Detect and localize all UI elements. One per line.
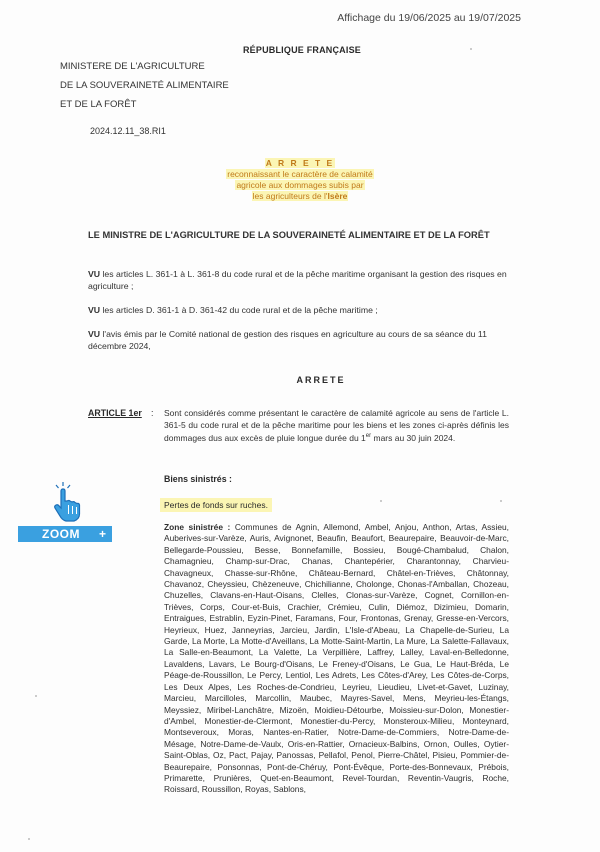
zoom-label: ZOOM [42,527,80,541]
republique-text: RÉPUBLIQUE FRANÇAISE [242,45,361,55]
article-1-text-after: mars au 30 juin 2024. [371,432,456,443]
vu-paragraph-1 [88,268,518,292]
republique-francaise-header [0,45,600,55]
vu-paragraph-3 [88,328,518,352]
article-1-separator: : [151,408,154,418]
vu-text-3: l'avis émis par le Comité national de gestion des risques en agriculture au cours de sa séance du 11 décembre 2024, [88,329,487,351]
zone-label: Zone sinistrée : [164,522,231,532]
arrete-header-line-3: les agriculteurs de l' [252,191,328,201]
arrete-header-line-2: agricole aux dommages subis par [236,180,364,190]
hand-pointer-icon[interactable] [50,481,86,525]
document-reference: 2024.12.11_38.RI1 [90,126,166,136]
article-1-label: ARTICLE 1er [88,408,142,418]
vu-text-2: les articles D. 361-1 à D. 361-42 du code rural et de la pêche maritime ; [100,305,378,315]
zoom-button[interactable] [18,526,112,542]
scan-speckle [470,48,472,50]
article-1-sup: er [365,433,372,439]
arrete-header-line-1: reconnaissant le caractère de calamité [227,169,373,179]
ministry-line-2: DE LA SOUVERAINETÉ ALIMENTAIRE [60,80,229,91]
vu-lead-2: VU [88,305,101,315]
scan-speckle [35,695,37,697]
ministry-line-1: MINISTERE DE L'AGRICULTURE [60,61,205,72]
ministry-line-3: ET DE LA FORÊT [60,99,137,110]
vu-paragraph-2 [88,304,518,316]
vu-lead-1: VU [88,269,101,279]
zone-communes: Communes de Agnin, Allemond, Ambel, Anjou, Anthon, Artas, Assieu, Auberives-sur-Varèze, Auris, Avignonet, Beaufin, Beaufort, Beaurepaire, Beauvoir-de-Marc, Bellegarde-Poussieu, Besse, Bonnefamille, Bossieu, Bougé-Chambalud, Chalon, Chamagnieu, Champ-sur-Drac, Chanas, Chantepérier, Charantonnay, Charvieu-Chavagneux, Chasse-sur-Rhône, Château-Bernard, Châtel-en-Trièves, Châtonnay, Chavanoz, Cheyssieu, Chèzeneuve, Chichilianne, Cholonge, Chonas-l'Amballan, Chozeau, Chuzelles, Clavans-en-Haut-Oisans, Clelles, Clonas-sur-Varèze, Cognet, Cornillon-en-Trièves, Corps, Cour-et-Buis, Crachier, Crémieu, Culin, Diémoz, Dizimieu, Domarin, Entraigues, Estrablin, Eyzin-Pinet, Faramans, Four, Frontonas, Grenay, Gresse-en-Vercors, Heyrieux, Huez, Janneyrias, Jarcieu, Jardin, L'Isle-d'Abeau, La Chapelle-de-Surieu, La Garde, La Morte, La Motte-d'Aveillans, La Motte-Saint-Martin, La Mure, La Salette-Fallavaux, La Salle-en-Beaumont, La Valette, La Verpillière, Laffrey, Lalley, Laval-en-Belledonne, Lavaldens, Lavars, Le Bourg-d'Oisans, Le Freney-d'Oisans, Le Gua, Le Haut-Bréda, Le Péage-de-Roussillon, Le Percy, Lentiol, Les Adrets, Les Côtes-d'Arey, Les Côtes-de-Corps, Les Deux Alpes, Les Roches-de-Condrieu, Leyrieu, Lieudieu, Livet-et-Gavet, Luzinay, Marcieu, Marcilloles, Marcollin, Maubec, Mayres-Savel, Mens, Meyrieu-les-Étangs, Meyssiez, Miribel-Lanchâtre, Mizoën, Moidieu-Détourbe, Moissieu-sur-Dolon, Monestier-d'Ambel, Monestier-de-Clermont, Monestier-du-Percy, Monsteroux-Milieu, Monteynard, Montseveroux, Moras, Nantes-en-Ratier, Notre-Dame-de-Commiers, Notre-Dame-de-Mésage, Notre-Dame-de-Vaulx, Oris-en-Rattier, Ornacieux-Balbins, Ornon, Oulles, Oytier-Saint-Oblas, Oz, Pact, Pajay, Panossas, Pellafol, Penol, Pierre-Châtel, Pisieu, Pommier-de-Beaurepaire, Ponsonnas, Pont-de-Chéruy, Pont-Évêque, Porte-des-Bonnevaux, Prébois, Primarette, Prunières, Quet-en-Beaumont, Revel-Tourdan, Reventin-Vaugris, Roche, Roissard, Roussillon, Royas, Sablons, [164,522,509,795]
zone-sinistree-paragraph [164,522,509,796]
affichage-dates: Affichage du 19/06/2025 au 19/07/2025 [337,12,521,24]
ministre-title: LE MINISTRE DE L'AGRICULTURE DE LA SOUVERAINETÉ ALIMENTAIRE ET DE LA FORÊT [88,230,490,240]
arrete-center-heading: ARRETE [296,375,346,385]
scan-speckle [380,500,382,502]
arrete-header-block [200,158,400,202]
zoom-plus-icon: + [99,527,107,541]
article-1-text-before: Sont considérés comme présentant le caractère de calamité agricole au sens de l'article L. 361-5 du code rural et de la pêche maritime pour les biens et les zones ci-après définis les dommages dus aux excès de pluie longue durée du 1 [164,408,509,443]
arrete-header-title: A R R E T E [265,158,335,168]
ministry-block [60,57,229,114]
biens-sinistres-label: Biens sinistrés : [164,474,232,484]
vu-text-1: les articles L. 361-1 à L. 361-8 du code rural et de la pêche maritime organisant la gestion des risques en agriculture ; [88,269,507,291]
vu-lead-3: VU [88,329,101,339]
pertes-text: Pertes de fonds sur ruches. [160,498,272,512]
article-1-text [164,408,509,444]
arrete-header-place: Isère [327,191,348,201]
scan-speckle [28,838,30,840]
scan-speckle [500,500,502,502]
